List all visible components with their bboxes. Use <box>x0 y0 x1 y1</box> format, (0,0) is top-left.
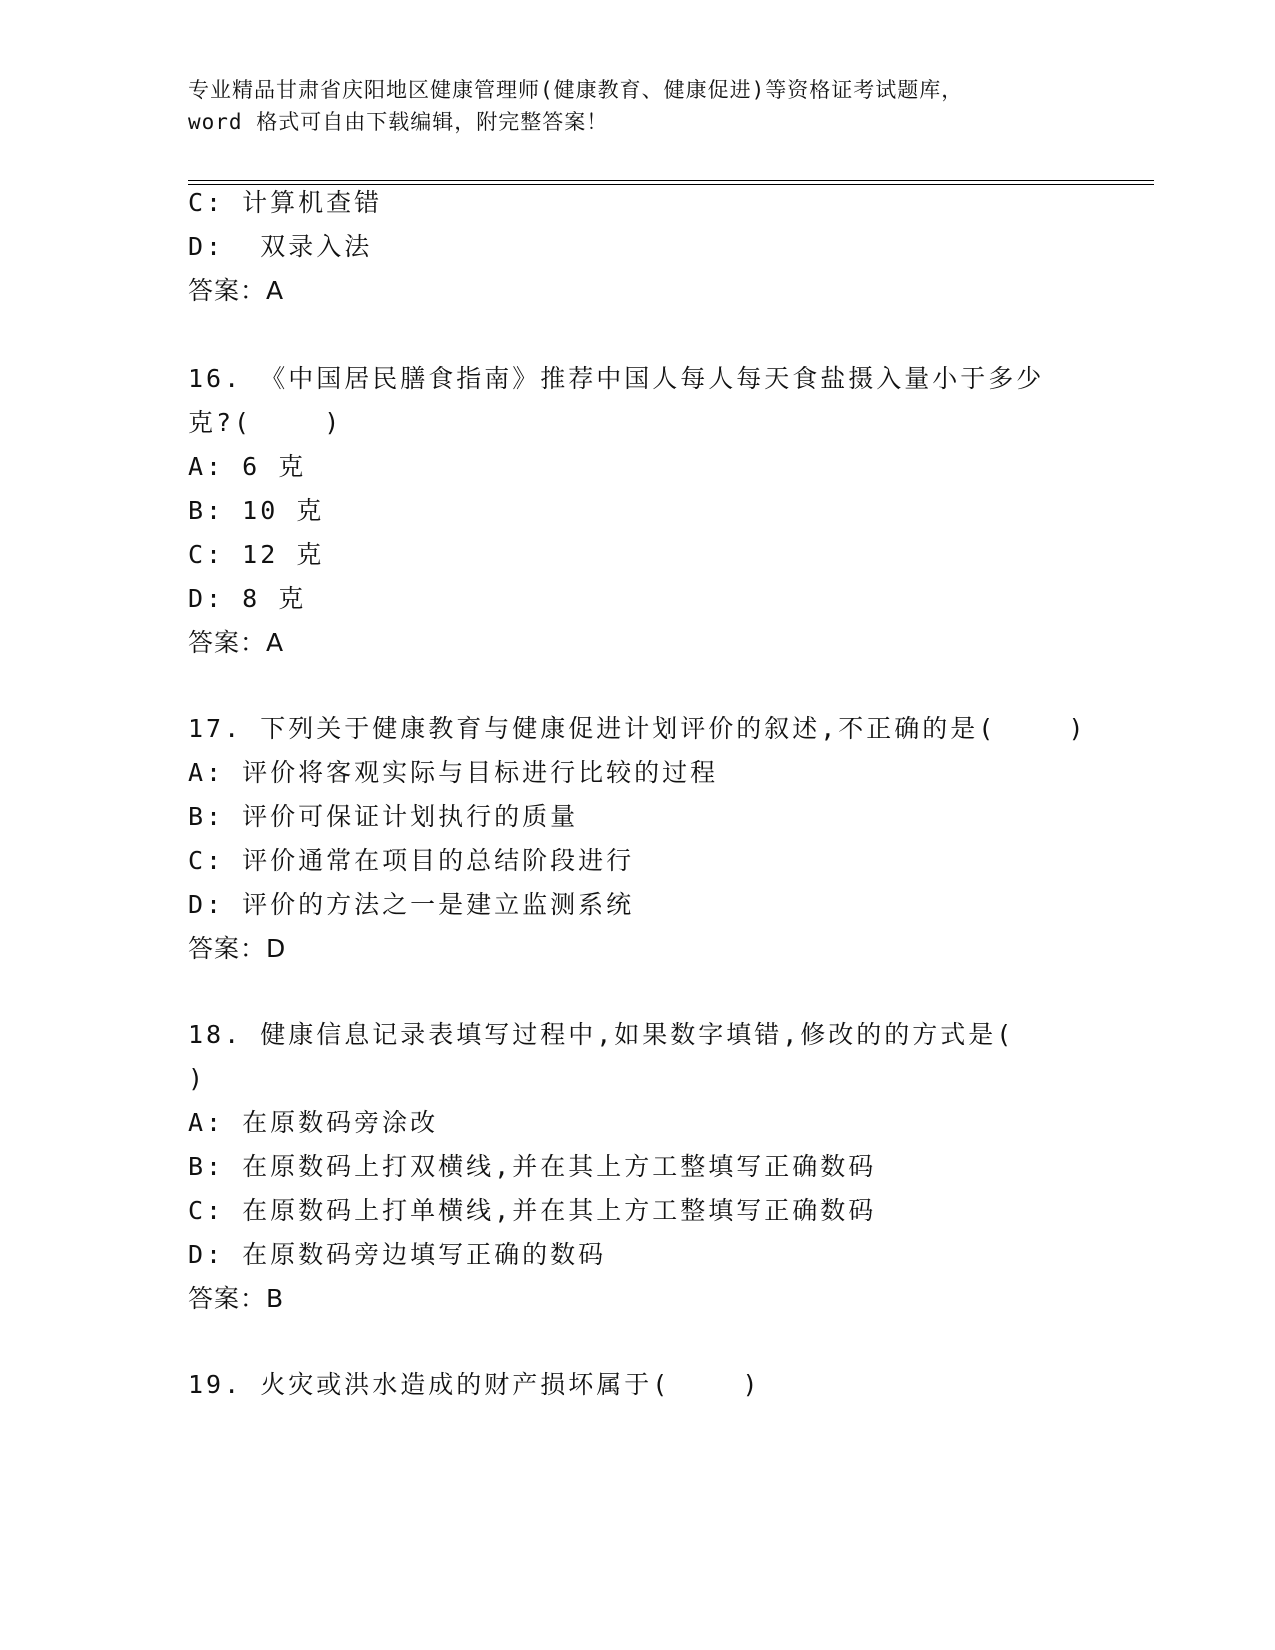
header-divider-top <box>188 180 1154 181</box>
q16-option-c: C: 12 克 <box>188 540 325 569</box>
q16-option-a: A: 6 克 <box>188 452 307 481</box>
q15-option-c: C: 计算机查错 <box>188 188 383 217</box>
q16-stem-line-1: 16. 《中国居民膳食指南》推荐中国人每人每天食盐摄入量小于多少 <box>188 364 1045 393</box>
header-title-line-1: 专业精品甘肃省庆阳地区健康管理师(健康教育、健康促进)等资格证考试题库， <box>188 78 964 102</box>
q16-stem-line-2: 克?( ) <box>188 408 343 437</box>
q17-option-b: B: 评价可保证计划执行的质量 <box>188 802 579 831</box>
q17-option-d: D: 评价的方法之一是建立监测系统 <box>188 890 635 919</box>
q18-option-b: B: 在原数码上打双横线,并在其上方工整填写正确数码 <box>188 1152 877 1181</box>
q16-option-b: B: 10 克 <box>188 496 325 525</box>
q17-option-a: A: 评价将客观实际与目标进行比较的过程 <box>188 758 719 787</box>
document-header <box>188 74 1088 138</box>
q17-option-c: C: 评价通常在项目的总结阶段进行 <box>188 846 635 875</box>
q15-answer: 答案：A <box>188 276 285 305</box>
q18-option-c: C: 在原数码上打单横线,并在其上方工整填写正确数码 <box>188 1196 877 1225</box>
q18-answer: 答案：B <box>188 1284 285 1313</box>
header-divider-bottom <box>188 184 1154 185</box>
q18-stem-line-2: ) <box>188 1064 207 1093</box>
q18-stem-line-1: 18. 健康信息记录表填写过程中,如果数字填错,修改的的方式是( <box>188 1020 1015 1049</box>
q17-stem-line-1: 17. 下列关于健康教育与健康促进计划评价的叙述,不正确的是( ) <box>188 714 1087 743</box>
q18-option-a: A: 在原数码旁涂改 <box>188 1108 439 1137</box>
q16-option-d: D: 8 克 <box>188 584 307 613</box>
q18-option-d: D: 在原数码旁边填写正确的数码 <box>188 1240 607 1269</box>
q19-stem-line-1: 19. 火灾或洪水造成的财产损坏属于( ) <box>188 1370 761 1399</box>
q16-answer: 答案：A <box>188 628 285 657</box>
header-title-line-2: word 格式可自由下载编辑，附完整答案！ <box>188 110 609 134</box>
q17-answer: 答案：D <box>188 934 287 963</box>
q15-option-d: D: 双录入法 <box>188 232 373 261</box>
